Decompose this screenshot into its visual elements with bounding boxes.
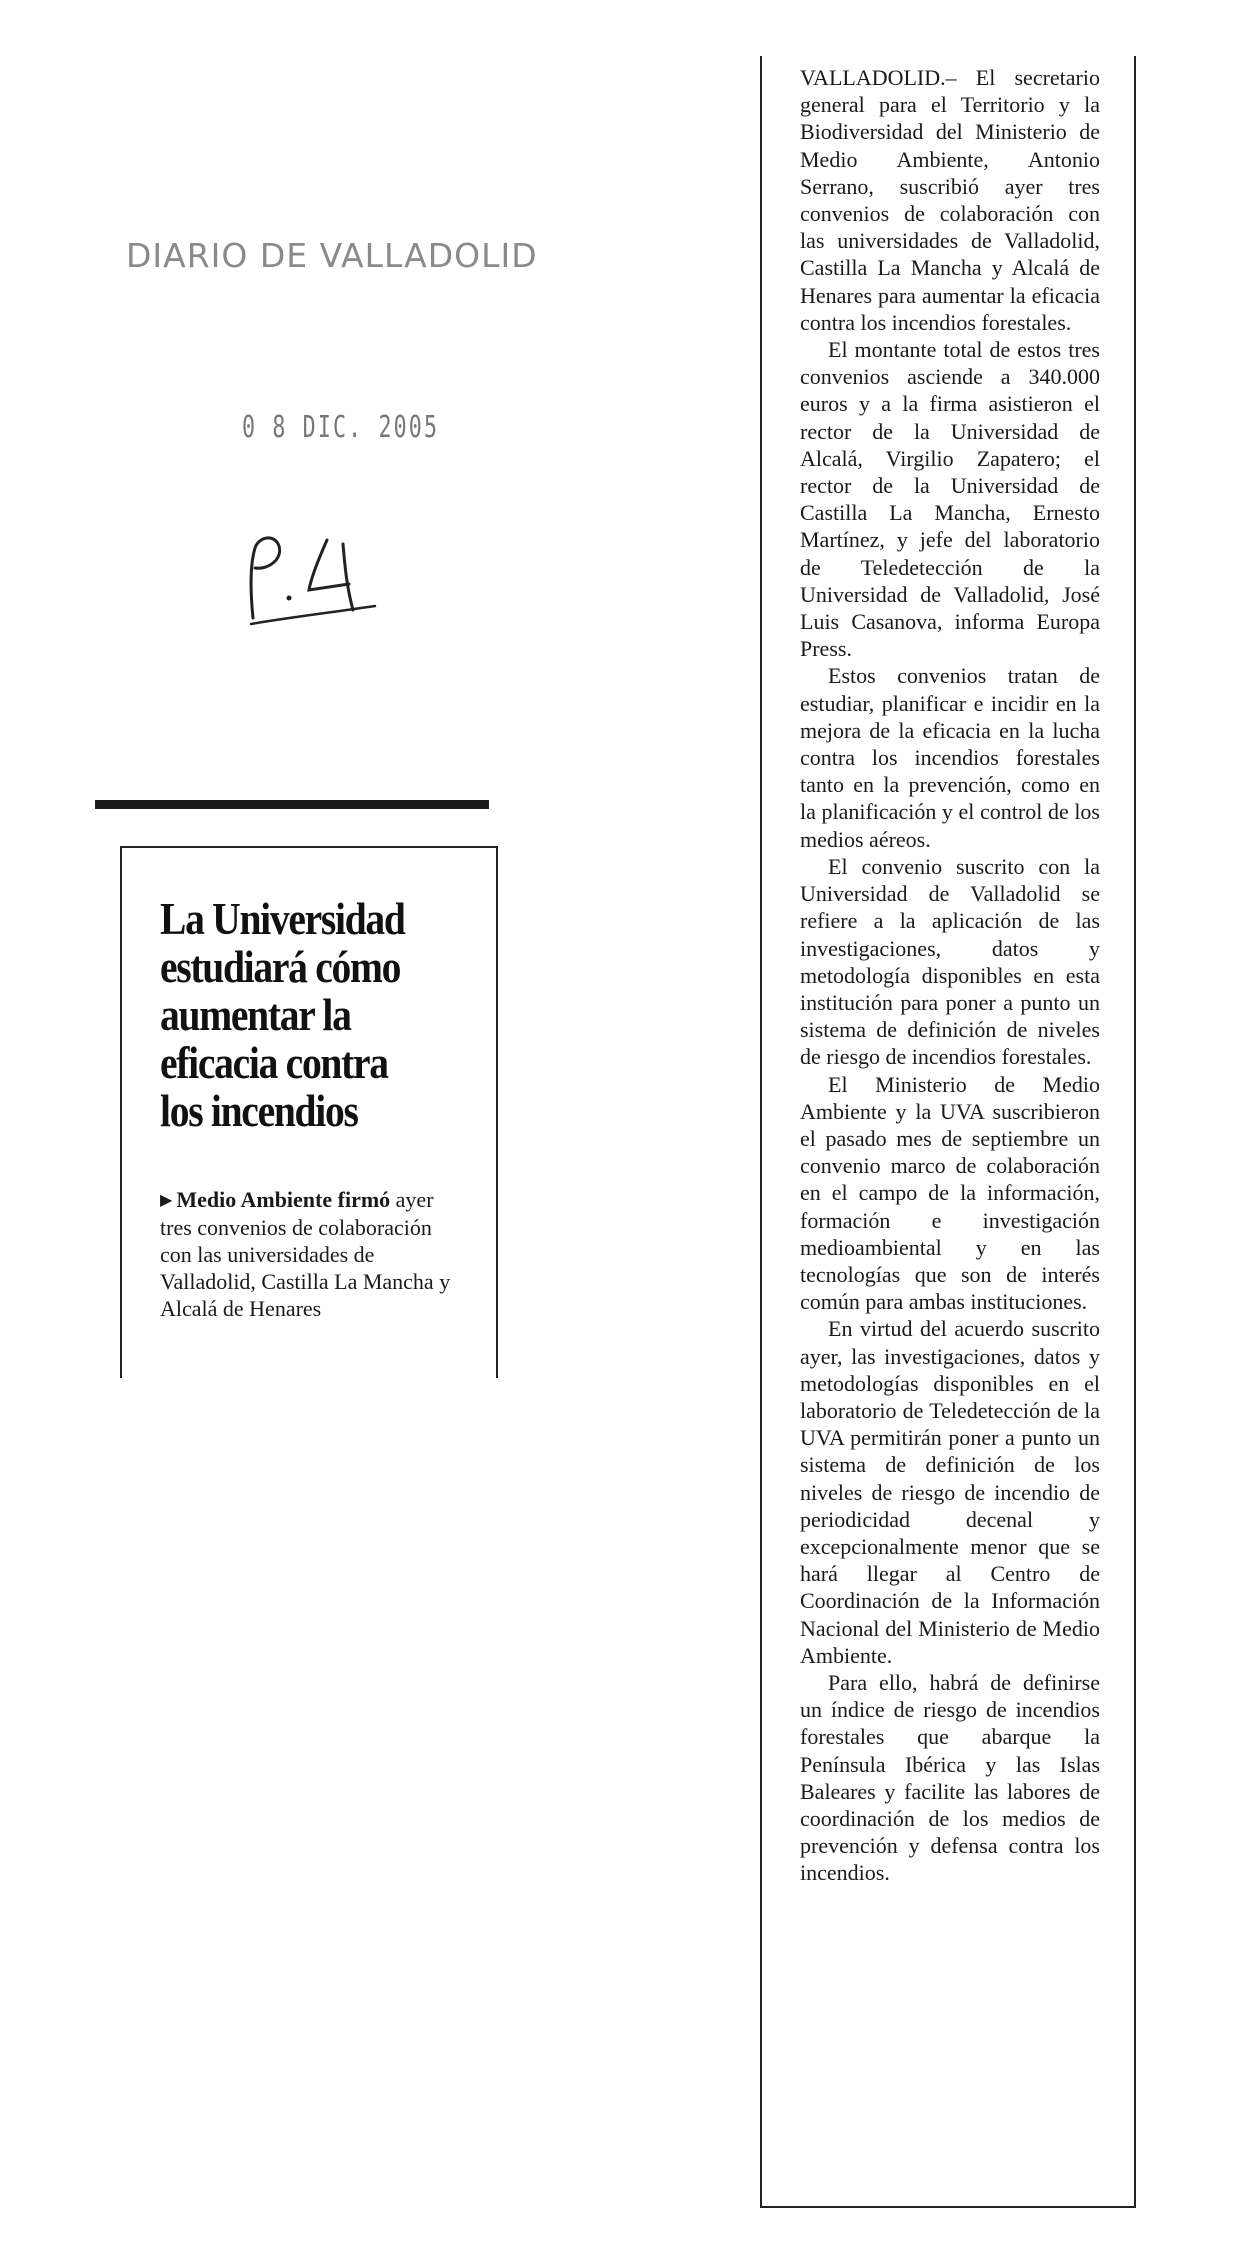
- subhead-text: ayer tres convenios de colaboración con las universidades de Valladolid, Castilla La Mancha y Alcalá de Henares: [160, 1187, 451, 1321]
- article-body: [800, 64, 1100, 1887]
- article-body-column: [760, 56, 1136, 2208]
- headline-line: La Universidad: [160, 893, 405, 944]
- body-paragraph: VALLADOLID.– El secretario general para el Territorio y la Biodiversidad del Ministerio de Medio Ambiente, Antonio Serrano, suscribió ayer tres convenios de colaboración con las universidades de Valladolid, Castilla La Mancha y Alcalá de Henares para aumentar la eficacia contra los incendios forestales.: [800, 65, 1100, 335]
- headline-line: aumentar la: [160, 989, 351, 1040]
- body-paragraph: Estos convenios tratan de estudiar, planificar e incidir en la mejora de la eficacia en la lucha contra los incendios forestales tanto en la prevención, como en la planificación y el control de los medios aéreos.: [800, 663, 1100, 852]
- subhead-lead: Medio Ambiente firmó: [176, 1187, 391, 1212]
- article-subhead: [160, 1186, 460, 1322]
- article-headline: [160, 895, 444, 1135]
- headline-line: estudiará cómo: [160, 941, 401, 992]
- body-paragraph: Para ello, habrá de definirse un índice de riesgo de incendios forestales que abarque la Península Ibérica y las Islas Baleares y facilite las labores de coordinación de los medios de prevención y defensa contra los incendios.: [800, 1669, 1100, 1886]
- date-stamp: 0 8 DIC. 2005: [242, 410, 440, 445]
- body-paragraph: El convenio suscrito con la Universidad de Valladolid se refiere a la aplicación de las investigaciones, datos y metodología disponibles en esta institución para poner a punto un sistema de definición de niveles de riesgo de incendios forestales.: [800, 853, 1100, 1070]
- section-rule: [95, 800, 489, 809]
- body-paragraph: El montante total de estos tres convenios asciende a 340.000 euros y a la firma asistieron el rector de la Universidad de Alcalá, Virgilio Zapatero; el rector de la Universidad de Castilla La Mancha, Ernesto Martínez, y jefe del laboratorio de Teledetección de la Universidad de Valladolid, José Luis Casanova, informa Europa Press.: [800, 337, 1100, 662]
- triangle-right-icon: ▶: [160, 1192, 173, 1209]
- body-paragraph: El Ministerio de Medio Ambiente y la UVA suscribieron el pasado mes de septiembre un convenio marco de colaboración en el campo de la información, formación e investigación medioambiental y en las tecnologías que son de interés común para ambas instituciones.: [800, 1071, 1100, 1315]
- headline-line: los incendios: [160, 1085, 358, 1136]
- headline-line: eficacia contra: [160, 1037, 388, 1088]
- body-paragraph: En virtud del acuerdo suscrito ayer, las investigaciones, datos y metodologías disponibles en el laboratorio de Teledetección de la UVA permitirán poner a punto un sistema de definición de los niveles de riesgo de incendio de periodicidad decenal y excepcionalmente menor que se hará llegar al Centro de Coordinación de la Información Nacional del Ministerio de Medio Ambiente.: [800, 1316, 1100, 1668]
- handwritten-page-mark: [245, 528, 380, 628]
- source-stamp: DIARIO DE VALLADOLID: [126, 236, 538, 275]
- headline-box: [120, 846, 498, 1378]
